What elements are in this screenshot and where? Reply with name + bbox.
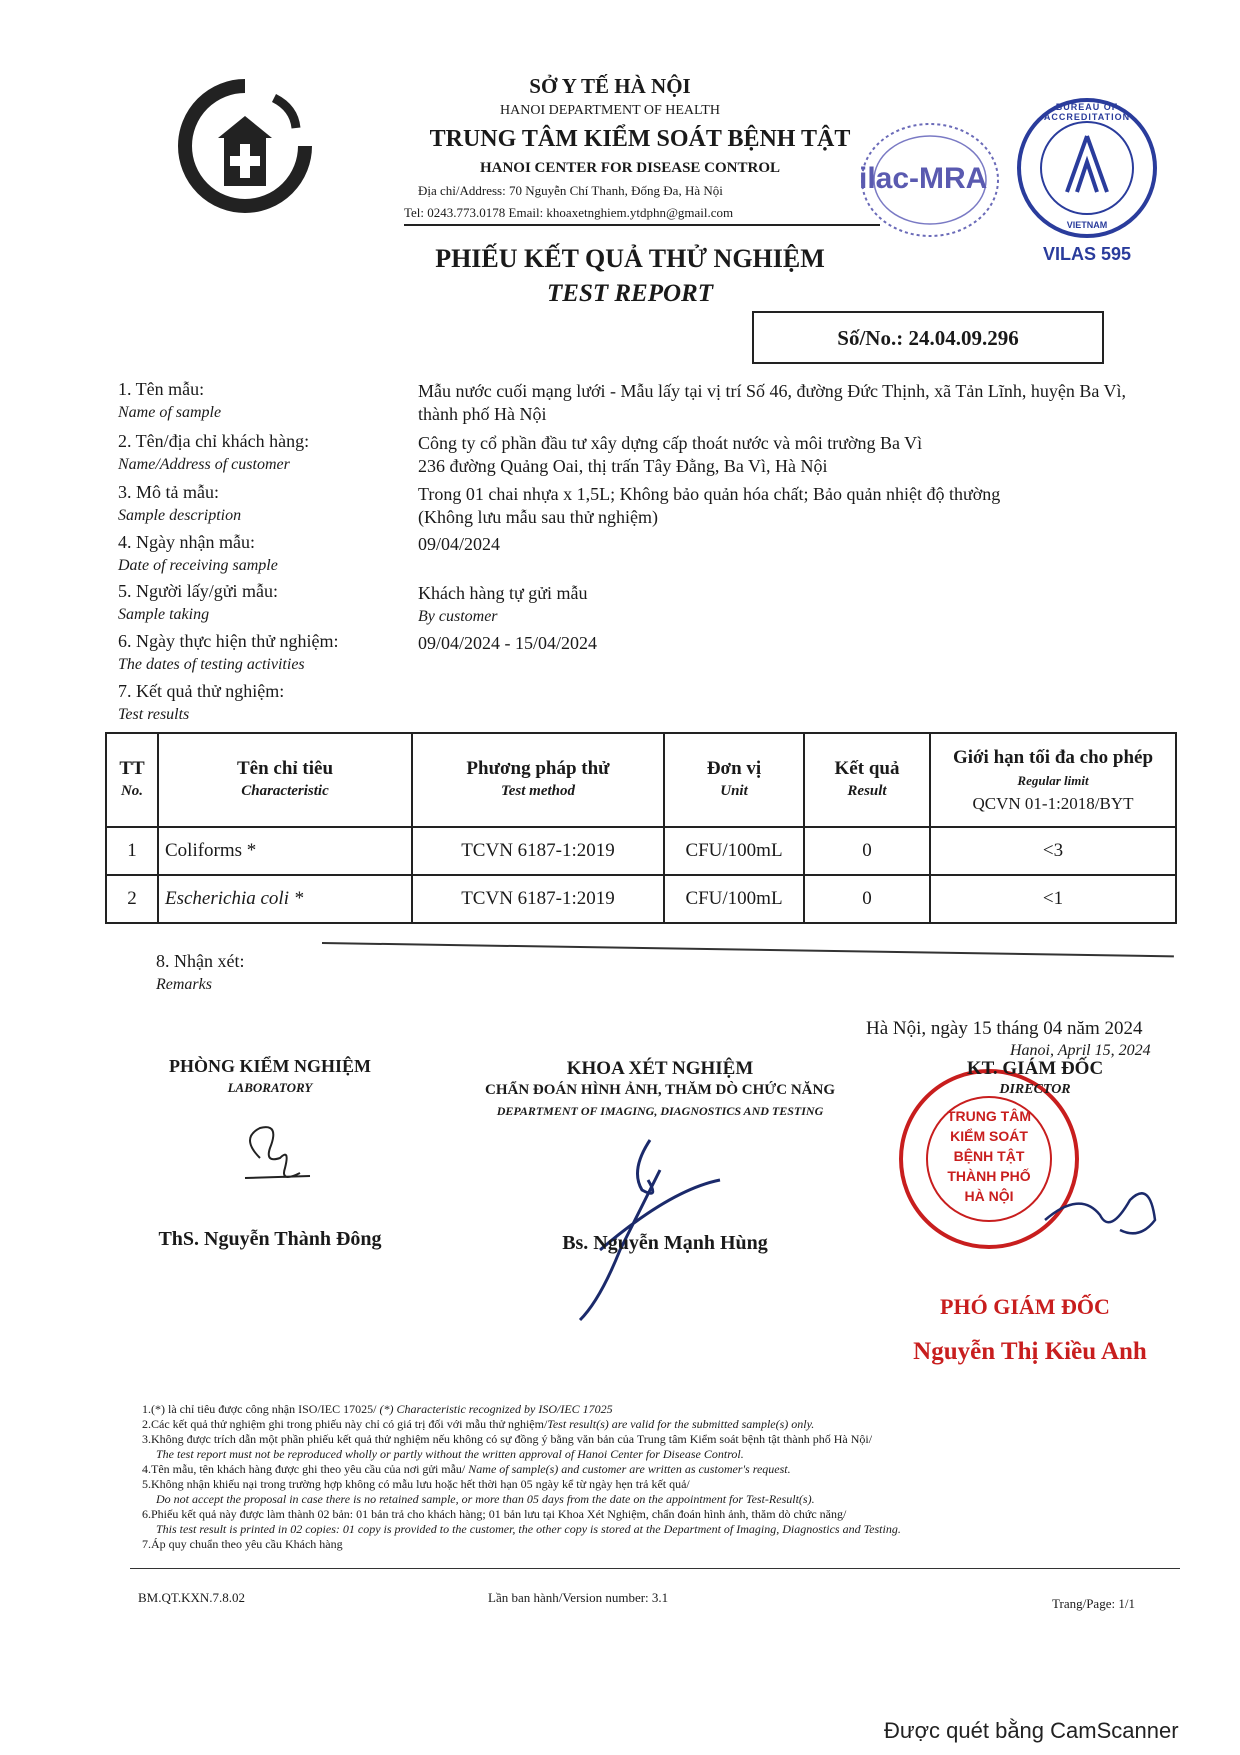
dept-signature bbox=[570, 1130, 730, 1330]
cell-unit: CFU/100mL bbox=[664, 875, 804, 923]
field-receive-date-label: 4. Ngày nhận mẫu: Date of receiving sample bbox=[118, 532, 278, 574]
note-line: The test report must not be reproduced wholly or partly without the written approval of Hanoi Center for Disease Control. bbox=[156, 1447, 744, 1461]
remarks-label: 8. Nhận xét: Remarks bbox=[156, 951, 245, 993]
cell-unit: CFU/100mL bbox=[664, 827, 804, 875]
field-sample-taking-label: 5. Người lấy/gửi mẫu: Sample taking bbox=[118, 581, 279, 623]
ilac-mra-logo bbox=[855, 118, 1005, 248]
header-rule bbox=[404, 224, 880, 226]
form-code: BM.QT.KXN.7.8.02 bbox=[138, 1590, 246, 1605]
col-characteristic: Tên chỉ tiêu Characteristic bbox=[158, 733, 412, 827]
accreditation-country: VIETNAM bbox=[1066, 220, 1108, 230]
cell-method: TCVN 6187-1:2019 bbox=[412, 827, 664, 875]
field-description-label: 3. Mô tả mẫu: Sample description bbox=[118, 482, 242, 524]
cell-no: 1 bbox=[106, 827, 158, 875]
cell-no: 2 bbox=[106, 875, 158, 923]
cell-characteristic: Escherichia coli * bbox=[158, 875, 412, 923]
lab-title-en: LABORATORY bbox=[227, 1080, 313, 1095]
hanoi-cdc-logo bbox=[178, 78, 313, 213]
cell-method: TCVN 6187-1:2019 bbox=[412, 875, 664, 923]
footnotes-rule bbox=[130, 1568, 1180, 1569]
remarks-rule bbox=[322, 942, 1174, 957]
center-en: HANOI CENTER FOR DISEASE CONTROL bbox=[479, 160, 781, 176]
col-result: Kết quả Result bbox=[804, 733, 930, 827]
note-line: 2.Các kết quả thử nghiệm ghi trong phiếu này chỉ có giá trị đối với mẫu thử nghiệm/Test result(s) are valid for the submitted sample(s) only. bbox=[142, 1417, 815, 1431]
director-name: Nguyễn Thị Kiều Anh bbox=[913, 1338, 1147, 1365]
table-row bbox=[106, 827, 1176, 875]
field-test-dates-label: 6. Ngày thực hiện thử nghiệm: The dates of testing activities bbox=[118, 631, 339, 673]
lab-title: PHÒNG KIỂM NGHIỆM bbox=[169, 1056, 371, 1076]
lab-signature bbox=[230, 1118, 320, 1198]
field-sample-name-label: 1. Tên mẫu: Name of sample bbox=[118, 379, 222, 421]
note-line: This test result is printed in 02 copies: 01 copy is provided to the customer, the other copy is stored at the Department of Imaging, Diagnostics and Testing. bbox=[156, 1522, 901, 1536]
col-limit: Giới hạn tối đa cho phép Regular limit QCVN 01-1:2018/BYT bbox=[930, 733, 1176, 827]
dept-vn: SỞ Y TẾ HÀ NỘI bbox=[529, 74, 691, 98]
table-row bbox=[106, 875, 1176, 923]
dept-title: KHOA XÉT NGHIỆM bbox=[566, 1058, 754, 1079]
director-title-en: DIRECTOR bbox=[999, 1082, 1071, 1097]
field-description-value: Trong 01 chai nhựa x 1,5L; Không bảo quản hóa chất; Bảo quản nhiệt độ thường (Không lưu mẫu sau thử nghiệm) bbox=[418, 484, 1001, 527]
dept-title-2: CHẨN ĐOÁN HÌNH ẢNH, THĂM DÒ CHỨC NĂNG bbox=[485, 1082, 835, 1098]
note-line: 5.Không nhận khiếu nại trong trường hợp không có mẫu lưu hoặc hết thời hạn 05 ngày kể từ ngày hẹn trả kết quả/ bbox=[142, 1477, 690, 1491]
page-number: Trang/Page: 1/1 bbox=[1052, 1596, 1135, 1611]
signing-date-en: Hanoi, April 15, 2024 bbox=[1010, 1042, 1151, 1059]
cell-result: 0 bbox=[804, 827, 930, 875]
field-customer-label: 2. Tên/địa chỉ khách hàng: Name/Address of customer bbox=[118, 431, 310, 473]
title-en: TEST REPORT bbox=[547, 280, 713, 307]
center-vn: TRUNG TÂM KIỂM SOÁT BỆNH TẬT bbox=[429, 126, 851, 152]
table-header-row bbox=[106, 733, 1176, 827]
vilas-code: VILAS 595 bbox=[1042, 244, 1132, 264]
director-position: PHÓ GIÁM ĐỐC bbox=[940, 1294, 1110, 1319]
version-number: Lần ban hành/Version number: 3.1 bbox=[488, 1590, 669, 1605]
report-number-box bbox=[752, 311, 1104, 364]
field-results-label: 7. Kết quả thử nghiệm: Test results bbox=[118, 681, 285, 723]
title-vn: PHIẾU KẾT QUẢ THỬ NGHIỆM bbox=[435, 244, 825, 273]
accreditation-ring-text: BUREAU OF ACCREDITATION bbox=[1043, 102, 1131, 122]
results-table bbox=[105, 732, 1177, 924]
field-receive-date-value: 09/04/2024 bbox=[418, 534, 501, 554]
address: Địa chỉ/Address: 70 Nguyễn Chí Thanh, Đống Đa, Hà Nội bbox=[418, 183, 723, 198]
ilac-mra-text: ilac-MRA bbox=[859, 162, 988, 195]
field-sample-taking-value: Khách hàng tự gửi mẫu By customer bbox=[418, 583, 588, 625]
signing-date: Hà Nội, ngày 15 tháng 04 năm 2024 bbox=[866, 1018, 1143, 1039]
contact: Tel: 0243.773.0178 Email: khoaxetnghiem.ytdphn@gmail.com bbox=[404, 205, 734, 220]
scanner-watermark: Được quét bằng CamScanner bbox=[884, 1718, 1179, 1743]
stamp-text: TRUNG TÂM KIỂM SOÁT BỆNH TẬT THÀNH PHỐ HÀ NỘI bbox=[947, 1108, 1031, 1204]
footnotes bbox=[142, 1402, 1182, 1552]
note-line: 6.Phiếu kết quả này được làm thành 02 bản: 01 bản trả cho khách hàng; 01 bản lưu tại Khoa Xét Nghiệm, chẩn đoán hình ảnh, thăm dò chức năng/ bbox=[142, 1507, 847, 1521]
note-line: 3.Không được trích dẫn một phần phiếu kết quả thử nghiệm nếu không có sự đồng ý bằng văn bản của Trung tâm Kiểm soát bệnh tật thành phố Hà Nội/ bbox=[142, 1432, 873, 1446]
field-test-dates-value: 09/04/2024 - 15/04/2024 bbox=[418, 633, 597, 653]
field-sample-name-value: Mẫu nước cuối mạng lưới - Mẫu lấy tại vị trí Số 46, đường Đức Thịnh, xã Tản Lĩnh, huyện Ba Vì, thành phố Hà Nội bbox=[418, 381, 1126, 424]
dept-title-en: DEPARTMENT OF IMAGING, DIAGNOSTICS AND TESTING bbox=[496, 1104, 824, 1118]
director-title: KT. GIÁM ĐỐC bbox=[966, 1058, 1104, 1079]
note-line: 7.Áp quy chuẩn theo yêu cầu Khách hàng bbox=[142, 1537, 343, 1551]
dept-signer-name: Bs. Nguyễn Mạnh Hùng bbox=[562, 1232, 768, 1254]
field-customer-value: Công ty cổ phần đầu tư xây dựng cấp thoát nước và môi trường Ba Vì 236 đường Quảng Oai, thị trấn Tây Đằng, Ba Vì, Hà Nội bbox=[418, 433, 923, 476]
note-line: Do not accept the proposal in case there is no retained sample, or more than 05 days from the date on the appointment for Test-Result(s). bbox=[156, 1492, 815, 1506]
col-method: Phương pháp thử Test method bbox=[412, 733, 664, 827]
cell-characteristic: Coliforms * bbox=[158, 827, 412, 875]
report-number: Số/No.: 24.04.09.296 bbox=[837, 326, 1019, 350]
accreditation-logo bbox=[1013, 96, 1161, 244]
cell-limit: <3 bbox=[930, 827, 1176, 875]
note-line: 1.(*) là chỉ tiêu được công nhận ISO/IEC 17025/ (*) Characteristic recognized by ISO/IEC 17025 bbox=[142, 1402, 613, 1416]
col-unit: Đơn vị Unit bbox=[664, 733, 804, 827]
director-signature bbox=[1040, 1180, 1170, 1250]
cell-limit: <1 bbox=[930, 875, 1176, 923]
lab-signer-name: ThS. Nguyễn Thành Đông bbox=[158, 1228, 382, 1250]
cell-result: 0 bbox=[804, 875, 930, 923]
col-no: TT No. bbox=[106, 733, 158, 827]
note-line: 4.Tên mẫu, tên khách hàng được ghi theo yêu cầu của nơi gửi mẫu/ Name of sample(s) and customer are written as customer's request. bbox=[142, 1462, 791, 1476]
dept-en: HANOI DEPARTMENT OF HEALTH bbox=[500, 103, 720, 118]
